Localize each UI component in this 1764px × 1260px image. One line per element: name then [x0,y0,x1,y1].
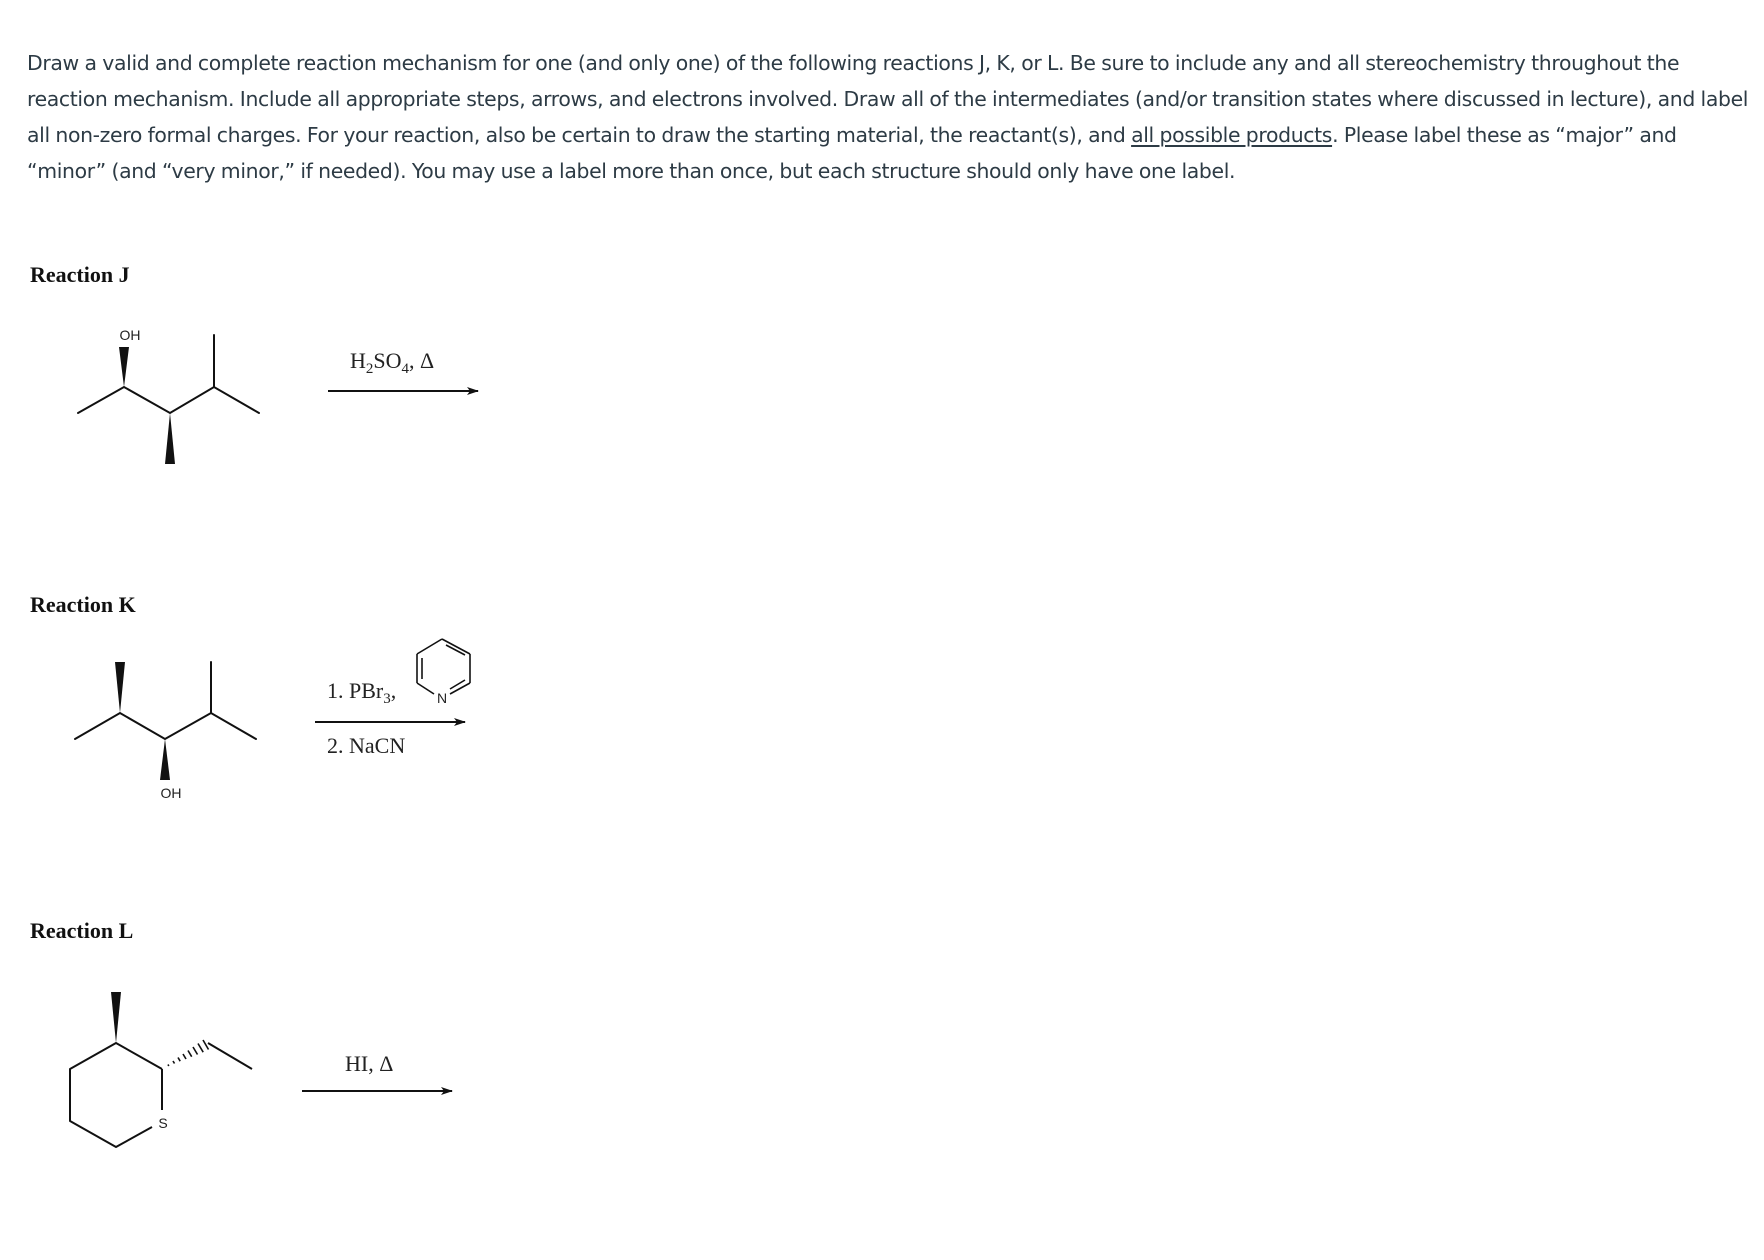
instructions-text-1: Draw a valid and complete reaction mechanism for one (and only one) of the following reactions J, K, or L. Be sure to include any and all stereochemistry throughout the reaction mechanism. Include all appropriate steps, arrows, and electrons involved. Draw all of the intermediates (and/or transition states where discussed in lecture), and label all non-zero formal charges. For your reaction, also be certain to draw the starting material, the reactant(s), and [27,51,1749,147]
reaction-j-label: Reaction J [30,262,130,287]
reaction-j-starting-material [78,335,259,413]
pyridine-structure [417,639,470,694]
reaction-j-reagents: $H_2SO_4$, Δ [350,348,435,377]
all-possible-products-emphasis: all possible products [1131,123,1333,147]
reaction-l-reagents: HI, Δ [345,1051,394,1076]
reaction-k-oh-label: OH [160,785,182,801]
reaction-k-label: Reaction K [30,592,136,617]
reaction-k-methyl-wedge-bond [115,662,125,713]
pyridine-nitrogen-label: N [436,690,448,706]
reaction-l-ethyl-hashed-bond [168,1040,209,1066]
reaction-k-step1-reagent: 1. PBr$_3$, [327,678,397,707]
reaction-l-sulfur-label: S [158,1115,168,1131]
reaction-j-oh-wedge-bond [119,347,129,387]
reaction-l-label: Reaction L [30,918,134,943]
reaction-k-oh-wedge-bond [160,739,170,780]
reaction-l-methyl-wedge-bond [111,992,121,1043]
reaction-l-starting-material [70,1043,252,1147]
reaction-j-methyl-wedge-bond [165,413,175,464]
reaction-k-step2-reagent: 2. NaCN [327,733,406,758]
reaction-j-oh-label: OH [119,327,141,343]
instructions-text-2: . Please label these as “major” and “minor” (and “very minor,” if needed). You may use a label more than once, but each structure should only have one label. [27,123,1677,183]
reaction-k-starting-material [75,662,256,739]
